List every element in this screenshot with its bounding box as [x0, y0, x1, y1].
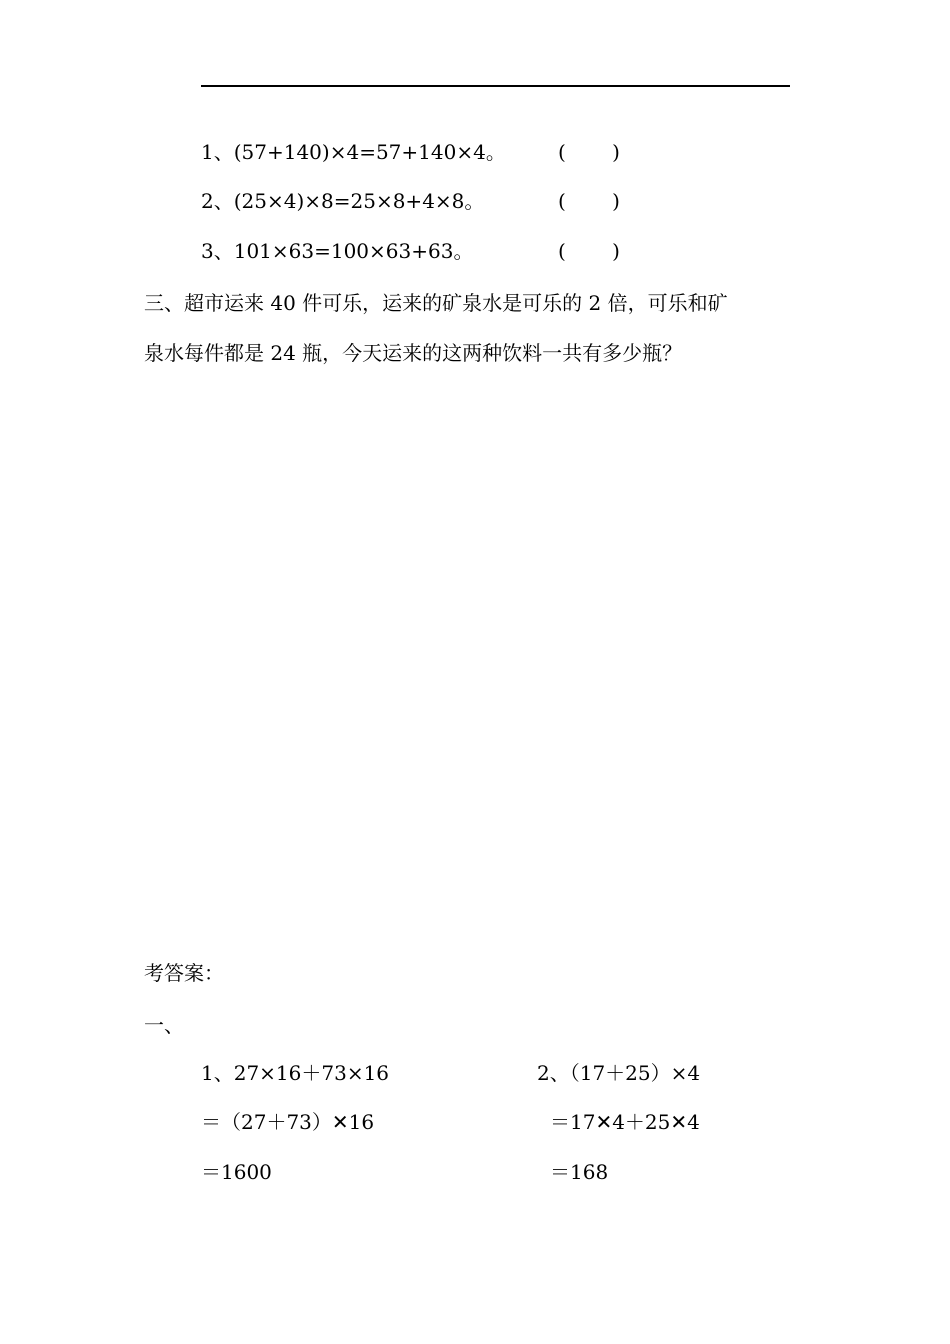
- answer-1-line-3: ＝1600: [201, 1160, 272, 1184]
- answer-2-line-1: 2、（17＋25）×4: [537, 1061, 701, 1085]
- header-rule: [201, 85, 790, 87]
- answer-bracket-2: ( ): [558, 189, 620, 213]
- judgement-item-1: 1、(57+140)×4=57+140×4。: [201, 140, 506, 164]
- word-problem-line-1: 三、超市运来 40 件可乐，运来的矿泉水是可乐的 2 倍，可乐和矿: [144, 291, 728, 315]
- answers-part-one: 一、: [144, 1013, 184, 1037]
- answer-2-line-3: ＝168: [550, 1160, 609, 1184]
- answer-1-line-1: 1、27×16＋73×16: [201, 1061, 390, 1085]
- word-problem-line-2: 泉水每件都是 24 瓶，今天运来的这两种饮料一共有多少瓶？: [144, 341, 683, 365]
- answer-bracket-3: ( ): [558, 239, 620, 263]
- answer-bracket-1: ( ): [558, 140, 620, 164]
- answer-2-line-2: ＝17✕4＋25✕4: [550, 1110, 700, 1134]
- judgement-item-3: 3、101×63=100×63+63。: [201, 239, 474, 263]
- judgement-item-2: 2、(25×4)×8=25×8+4×8。: [201, 189, 485, 213]
- answers-heading: 考答案：: [144, 961, 224, 985]
- answer-1-line-2: ＝（27＋73）✕16: [201, 1110, 375, 1134]
